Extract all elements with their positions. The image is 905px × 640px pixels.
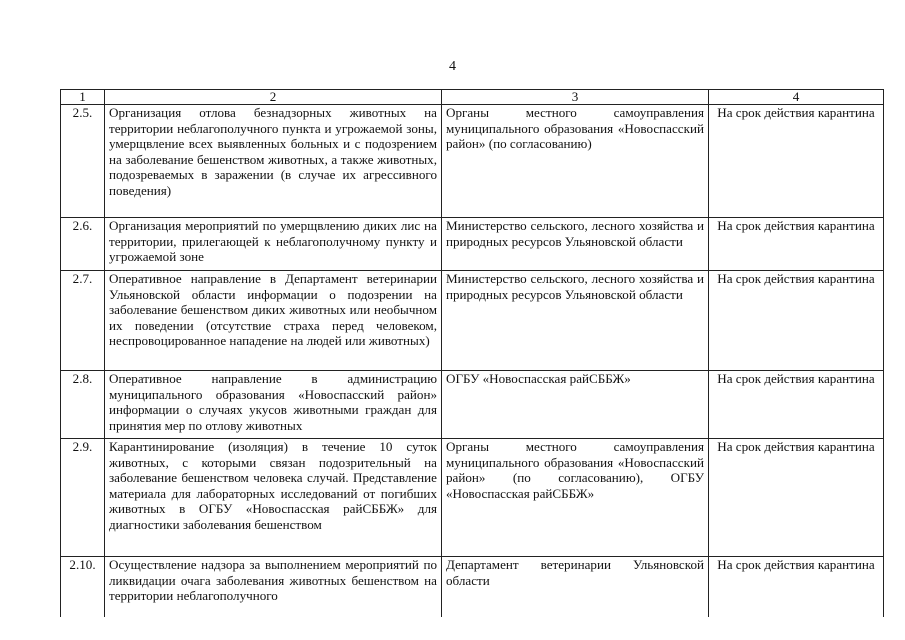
action-cell: Оперативное направление в администрацию муниципального образования «Новоспасский район» информации о случаях укусов животными граждан для принятия мер по отлову животных [105,371,442,439]
action-cell: Карантинирование (изоляция) в течение 10 суток животных, с которыми связан подозрительный на заболевание бешенством человека случай. Представление материала для лабораторных исследований от погибших животных в ОГБУ «Новоспасская райСББЖ» для диагностики заболевания бешенством [105,439,442,557]
responsible-cell: Органы местного самоуправления муниципального образования «Новоспасский район» (по согласованию) [442,105,709,218]
action-cell: Организация отлова безнадзорных животных на территории неблагополучного пункта и угрожаемой зоны, умерщвление всех выявленных больных и с подозрением на заболевание бешенством животных, а также животных, подозреваемых в заражении (в случае их агрессивного поведения) [105,105,442,218]
term-cell: На срок действия карантина [709,439,884,557]
page-number: 4 [449,59,456,74]
row-number: 2.8. [61,371,105,439]
term-cell: На срок действия карантина [709,371,884,439]
row-number: 2.5. [61,105,105,218]
responsible-cell: Министерство сельского, лесного хозяйства и природных ресурсов Ульяновской области [442,218,709,271]
table-row [61,557,884,617]
term-cell: На срок действия карантина [709,271,884,371]
term-cell: На срок действия карантина [709,557,884,617]
responsible-cell: Департамент ветеринарии Ульяновской области [442,557,709,617]
row-number: 2.10. [61,557,105,617]
row-number: 2.9. [61,439,105,557]
responsible-cell: ОГБУ «Новоспасская райСББЖ» [442,371,709,439]
term-cell: На срок действия карантина [709,218,884,271]
action-cell: Оперативное направление в Департамент ветеринарии Ульяновской области информации о подозрении на заболевание бешенством диких животных или необычном их поведении (отсутствие страха перед человеком, неспровоцированное нападение на людей или животных) [105,271,442,371]
table-row [61,271,884,371]
table-row [61,218,884,271]
column-number-4: 4 [709,90,884,105]
row-number: 2.6. [61,218,105,271]
measures-table [60,89,884,617]
table-row [61,105,884,218]
column-number-row [61,90,884,105]
table-row [61,439,884,557]
table-row [61,371,884,439]
responsible-cell: Органы местного самоуправления муниципального образования «Новоспасский район» (по согласованию), ОГБУ «Новоспасская райСББЖ» [442,439,709,557]
term-cell: На срок действия карантина [709,105,884,218]
row-number: 2.7. [61,271,105,371]
responsible-cell: Министерство сельского, лесного хозяйства и природных ресурсов Ульяновской области [442,271,709,371]
column-number-2: 2 [105,90,442,105]
column-number-3: 3 [442,90,709,105]
column-number-1: 1 [61,90,105,105]
action-cell: Осуществление надзора за выполнением мероприятий по ликвидации очага заболевания животных бешенством на территории неблагополучного [105,557,442,617]
action-cell: Организация мероприятий по умерщвлению диких лис на территории, прилегающей к неблагополучному пункту и угрожаемой зоне [105,218,442,271]
